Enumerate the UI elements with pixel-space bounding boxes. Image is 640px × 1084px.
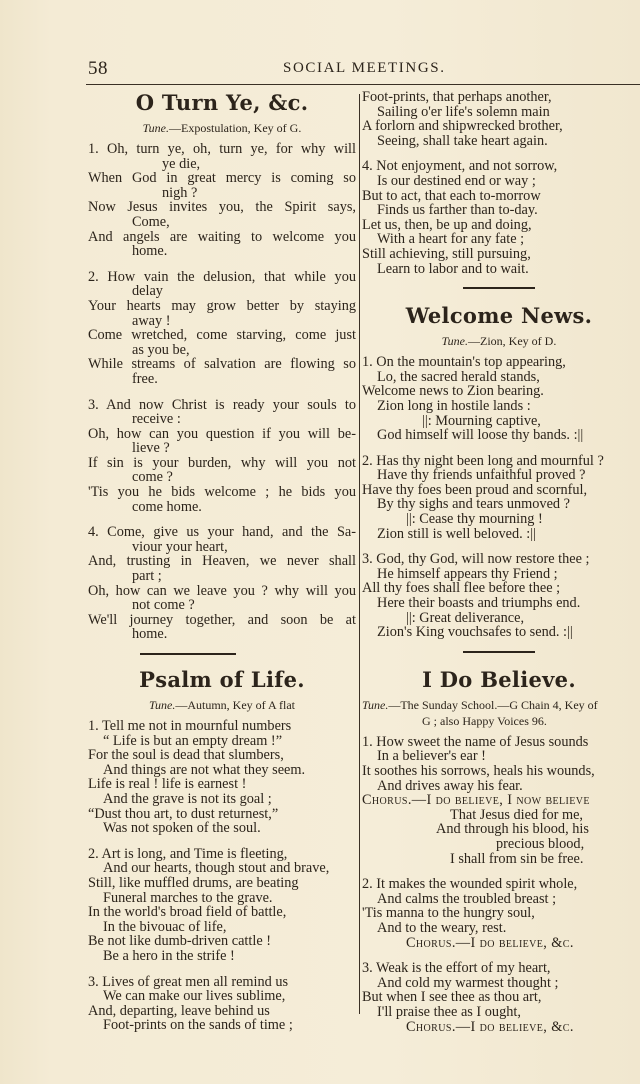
verse-line: ||: Cease thy mourning !	[406, 512, 543, 527]
verse-line: 'Tis you he bids welcome ; he bids you	[88, 485, 356, 500]
stanza	[88, 525, 356, 642]
hymn-title: Welcome News.	[405, 303, 593, 329]
verse-line: He himself appears thy Friend ;	[377, 566, 558, 582]
verse-line: And things are not what they seem.	[103, 762, 306, 778]
verse-line: 4. Not enjoyment, and not sorrow,	[362, 159, 558, 174]
verse-line: Oh, how can we leave you ? why will you	[88, 583, 356, 599]
verse-line: But when I see thee as thou art,	[362, 990, 542, 1005]
verse-line: delay	[132, 284, 163, 299]
tune-text: —Zion, Key of D.	[468, 334, 557, 349]
verse-line: And to the weary, rest.	[377, 920, 507, 936]
tune-text-2: G ; also Happy Voices 96.	[422, 713, 547, 728]
verse-line: Sailing o'er life's solemn main	[377, 104, 550, 120]
verse-line: 2. How vain the delusion, that while you	[88, 269, 356, 285]
verse-line: “ Life is but an empty dream !”	[103, 733, 283, 749]
verse-line: When God in great mercy is coming so	[88, 171, 356, 186]
chorus-line: And through his blood, his	[436, 822, 589, 837]
verse-line: In the world's broad field of battle,	[88, 905, 287, 920]
verse-line: But to act, that each to-morrow	[362, 188, 541, 204]
stanza	[362, 355, 636, 443]
verse-line: Life is real ! life is earnest !	[88, 777, 247, 792]
stanza	[88, 975, 356, 1033]
stanza	[362, 552, 636, 640]
verse-line: God himself will loose thy bands. :||	[377, 428, 584, 443]
verse-line: Foot-prints, that perhaps another,	[362, 90, 552, 105]
tune-text: —The Sunday School.—G Chain 4, Key of	[388, 697, 598, 712]
verse-line: Let us, then, be up and doing,	[362, 217, 532, 233]
verse-line: It soothes his sorrows, heals his wounds,	[362, 764, 595, 779]
verse-line: Be a hero in the strife !	[103, 948, 235, 964]
tune-label: Tune.	[149, 698, 176, 712]
hymn-tune	[362, 697, 636, 729]
tune-text: —Autumn, Key of A flat	[175, 698, 295, 712]
hymn-title: I Do Believe.	[422, 666, 576, 692]
verse-line: come home.	[132, 499, 202, 515]
verse-line: not come ?	[132, 598, 195, 613]
verse-line: I'll praise thee as I ought,	[377, 1004, 521, 1020]
hymn-psalm-of-life	[88, 667, 356, 1033]
verse-line: Come wretched, come starving, come just	[88, 328, 356, 343]
verse-line: 3. Lives of great men all remind us	[88, 974, 289, 990]
verse-line: Oh, how can you question if you will be-	[88, 426, 356, 442]
verse-line: 2. Art is long, and Time is fleeting,	[88, 846, 288, 862]
running-title: SOCIAL MEETINGS.	[283, 60, 446, 76]
section-separator	[140, 653, 236, 655]
verse-line: away !	[132, 313, 171, 329]
verse-line: And angels are waiting to welcome you	[88, 229, 356, 245]
verse-line: With a heart for any fate ;	[377, 232, 525, 247]
section-separator	[463, 651, 535, 653]
hymn-title: O Turn Ye, &c.	[135, 90, 309, 115]
verse-line: And our hearts, though stout and brave,	[103, 861, 330, 876]
stanza	[362, 454, 636, 542]
verse-line: 1. Tell me not in mournful numbers	[88, 719, 292, 734]
verse-line: 2. Has thy night been long and mournful ?	[362, 453, 604, 469]
verse-line: ye die,	[162, 156, 201, 172]
verse-line: Funeral marches to the grave.	[103, 890, 273, 906]
verse-line: And the grave is not its goal ;	[103, 791, 272, 807]
verse-line: Your hearts may grow better by staying	[88, 298, 356, 314]
verse-line: In a believer's ear !	[377, 749, 486, 764]
verse-line: Be not like dumb-driven cattle !	[88, 934, 272, 949]
stanza	[362, 735, 636, 866]
verse-line: Zion still is well beloved. :||	[377, 526, 537, 542]
verse-line: Still, like muffled drums, are beating	[88, 875, 299, 891]
tune-label: Tune.	[362, 697, 389, 712]
verse-line: come ?	[132, 470, 173, 486]
verse-line: 1. How sweet the name of Jesus sounds	[362, 734, 589, 750]
verse-line: All thy foes shall flee before thee ;	[362, 581, 561, 597]
verse-line: While streams of salvation are flowing so	[88, 357, 356, 372]
verse-line: Seeing, shall take heart again.	[377, 133, 548, 149]
verse-line: free.	[132, 371, 158, 387]
tune-text: —Expostulation, Key of G.	[169, 121, 302, 135]
verse-line: 3. God, thy God, will now restore thee ;	[362, 552, 590, 567]
verse-line: Have thy foes been proud and scornful,	[362, 482, 588, 498]
verse-line: In the bivouac of life,	[103, 919, 227, 935]
stanza	[88, 847, 356, 964]
tune-label: Tune.	[441, 334, 468, 349]
verse-line: 1. Oh, turn ye, oh, turn ye, for why will	[88, 142, 356, 157]
verse-line: Now Jesus invites you, the Spirit says,	[88, 200, 356, 215]
verse-line: If sin is your burden, why will you not	[88, 455, 356, 471]
verse-line: lieve ?	[132, 441, 170, 456]
verse-line: And, departing, leave behind us	[88, 1003, 270, 1019]
verse-line: 4. Come, give us your hand, and the Sa-	[88, 525, 356, 540]
verse-line: ||: Mourning captive,	[422, 413, 541, 429]
verse-line: And, trusting in Heaven, we never shall	[88, 554, 356, 570]
verse-line: nigh ?	[162, 185, 198, 201]
verse-line: 'Tis manna to the hungry soul,	[362, 906, 535, 921]
verse-line: part ;	[132, 569, 162, 584]
hymn-i-do-believe	[362, 667, 636, 1034]
verse-line: For the soul is dead that slumbers,	[88, 748, 284, 763]
stanza	[88, 270, 356, 387]
stanza	[88, 398, 356, 515]
stanza	[362, 877, 636, 950]
verse-line: We'll journey together, and soon be at	[88, 612, 356, 628]
verse-line: And calms the troubled breast ;	[377, 891, 557, 907]
stanza	[362, 90, 636, 148]
verse-line: ||: Great deliverance,	[406, 610, 525, 626]
verse-line: 3. Weak is the effort of my heart,	[362, 961, 551, 976]
verse-line: “Dust thou art, to dust returnest,”	[88, 806, 279, 822]
verse-line: Learn to labor and to wait.	[377, 261, 529, 277]
verse-line: viour your heart,	[132, 539, 228, 555]
verse-line: 3. And now Christ is ready your souls to	[88, 397, 356, 413]
hymn-title: Psalm of Life.	[139, 667, 305, 692]
chorus-line: I shall from sin be free.	[450, 851, 584, 867]
stanza	[362, 159, 636, 276]
verse-line: receive :	[132, 412, 181, 427]
chorus-line: precious blood,	[496, 836, 585, 852]
verse-line: Zion long in hostile lands :	[377, 398, 531, 414]
verse-line: Come,	[132, 214, 170, 230]
chorus-line: That Jesus died for me,	[450, 807, 584, 823]
verse-line: Zion's King vouchsafes to send. :||	[377, 625, 573, 640]
verse-line: Still achieving, still pursuing,	[362, 246, 531, 262]
verse-line: A forlorn and shipwrecked brother,	[362, 119, 563, 134]
verse-line: 1. On the mountain's top appearing,	[362, 355, 566, 370]
hymn-tune	[88, 120, 356, 136]
hymn-psalm-of-life-continued	[362, 90, 636, 276]
verse-line: Here their boasts and triumphs end.	[377, 596, 581, 611]
left-column	[88, 90, 356, 1044]
verse-line: By thy sighs and tears unmoved ?	[377, 497, 570, 513]
verse-line: And drives away his fear.	[377, 778, 523, 794]
verse-line: Finds us farther than to-day.	[377, 203, 538, 218]
verse-line: Welcome news to Zion bearing.	[362, 384, 544, 399]
verse-line: We can make our lives sublime,	[103, 989, 286, 1004]
verse-line: home.	[132, 244, 168, 259]
verse-line: Have thy friends unfaithful proved ?	[377, 468, 586, 483]
stanza	[88, 719, 356, 836]
page-number: 58	[88, 58, 108, 79]
chorus-line: Chorus.—I do believe, I now believe	[362, 793, 590, 808]
hymn-welcome-news	[362, 303, 636, 640]
verse-line: And cold my warmest thought ;	[377, 975, 559, 991]
verse-line: home.	[132, 627, 168, 642]
verse-line: Was not spoken of the soul.	[103, 821, 261, 836]
section-separator	[463, 287, 535, 289]
verse-line: Is our destined end or way ;	[377, 173, 536, 189]
page-header	[88, 58, 640, 82]
stanza	[362, 961, 636, 1034]
verse-line: Lo, the sacred herald stands,	[377, 369, 540, 385]
column-divider	[359, 94, 360, 1014]
tune-label: Tune.	[142, 121, 169, 135]
hymn-tune	[362, 333, 636, 349]
hymn-tune	[88, 697, 356, 713]
verse-line: Foot-prints on the sands of time ;	[103, 1018, 293, 1033]
chorus-line: Chorus.—I do believe, &c.	[406, 1019, 574, 1035]
verse-line: as you be,	[132, 342, 190, 358]
chorus-line: Chorus.—I do believe, &c.	[406, 935, 574, 951]
verse-line: 2. It makes the wounded spirit whole,	[362, 877, 578, 892]
stanza	[88, 142, 356, 259]
header-rule	[86, 84, 640, 85]
right-column	[362, 90, 636, 1045]
hymn-o-turn-ye	[88, 90, 356, 642]
